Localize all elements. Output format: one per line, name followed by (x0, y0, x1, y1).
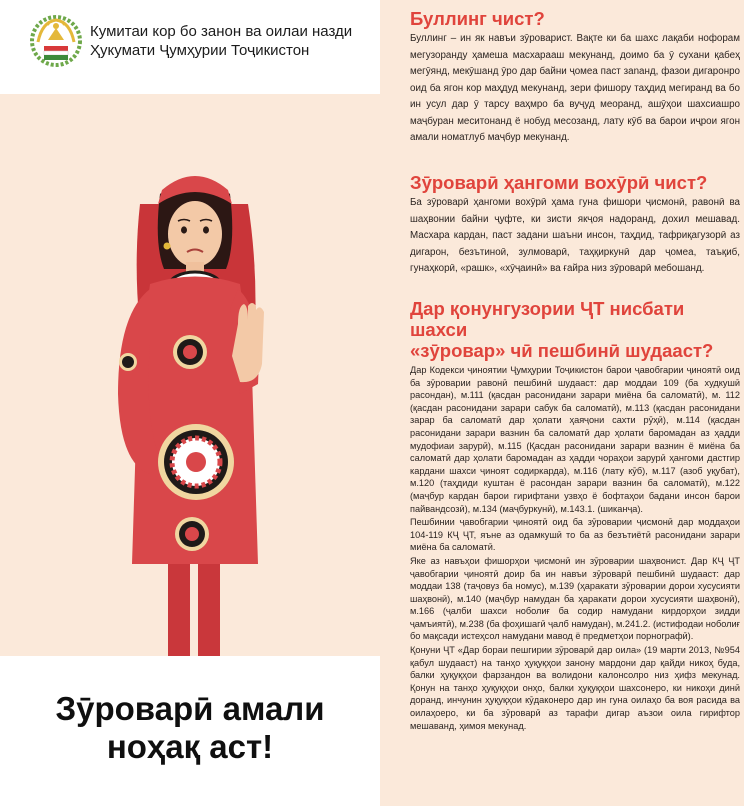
legislation-paragraph-1: Дар Кодекси ҷиноятии Ҷумҳурии Тоҷикистон барои ҷавобгарии ҷиноятӣ оид ба зӯроварии равонӣ пешбинӣ шудааст: дар моддаи 109 (ба худкушӣ расондан), м.111 (қасдан расонидани зарари миёна ба саломатӣ), м. 112 (қасдан расонидани зарари сабук ба саломатӣ), м.113 (қасдан расонидани зарар ба саломатӣ дар ҳолати ҳаяҷони сахти рӯҳӣ), м.114 (қасдан расонидани зарари вазнин ба саломатӣ дар ҳолати баромадан аз ҳадди мудофиаи зарурӣ), м.115 (Қасдан расонидани зарари вазнин ё миёна ба саломатӣ дар ҳолати баромадан аз ҳадди чораҳои зарурӣ ҳангоми дастгир кардани шахси ҷиноят содиркарда), м.116 (лату кӯб), м.117 (азоб уқубат), м.120 (таҳдиди куштан ё расондан зарари вазнин ба саломатӣ), м.122 (маҷбур кардан барои гирифтани узвҳо ё бофтаҳои бадани инсон барои пайвандсозӣ), м.134 (маҷбуркунӣ), м.143.1. (шиканҷа). (410, 365, 740, 514)
legislation-paragraph-4: Қонуни ҶТ «Дар бораи пешгирии зӯроварӣ дар оила» (19 марти 2013, №954 қабул шудааст) на танҳо ҳуқуқҳои занону мардони дар қайди никоҳ буда, балки ҳуқуқҳои фарзандон ва волидони калонсолро низ ҳифз мекунад. Қонун на танҳо ҳуқуқҳои онҳо, балки ҳуқуқҳои шахсонеро, ки никоҳи динӣ доранд, инчунин ҳуқуқҳои кӯдаконеро дар ин гуна оилаҳо ба воя расида ва оилаҳоеро, ки ба зӯроварӣ аз тарафи дигар аъзои оила гирифтор мешаванд, ҳимоя мекунад. (410, 645, 740, 731)
section-title-bullying: Буллинг чист? (410, 8, 545, 29)
organization-name (90, 22, 372, 60)
right-column (390, 0, 740, 806)
org-line-2: Ҳукумати Ҷумҳурии Тоҷикистон (90, 42, 310, 59)
section-bullying (410, 8, 740, 147)
section-text-dating-violence: Ба зӯроварӣ ҳангоми вохӯрӣ ҳама гуна фишори ҷисмонӣ, равонӣ ва шаҳвонии байни ҷуфте, ки зисти якҷоя надоранд, дохил мешавад. Масхара кардан, паст задани шаъни инсон, таҳдид, тафриқагузорӣ аз дигарон, безътиноӣ, зулмоварӣ, таҳқиркунӣ дар ҷомеа, таъқиб, гунаҳкорӣ, «рашк», «хӯҷаинӣ» ва ғайра низ зӯроварӣ мебошанд. (410, 197, 740, 274)
section-legislation (410, 298, 740, 733)
slogan-line-2: ноҳақ аст! (106, 728, 274, 765)
slogan (0, 690, 380, 766)
header (0, 0, 380, 94)
section-title-legislation-1: Дар қонунгузории ҶТ нисбати шахси (410, 298, 685, 340)
section-dating-violence (410, 172, 740, 278)
section-title-dating-violence: Зӯроварӣ ҳангоми вохӯрӣ чист? (410, 172, 708, 193)
legislation-paragraph-2: Пешбинии ҷавобгарии ҷиноятӣ оид ба зӯроварии ҷисмонӣ дар моддаҳои 104-119 КҶ ҶТ, яъне аз одамкушӣ то ба аз безътиётӣ расонидани зарари миёна ба саломатӣ. (410, 517, 740, 553)
ornament-icon (158, 424, 234, 500)
org-line-1: Кумитаи кор бо занон ва оилаи назди (90, 23, 353, 40)
slogan-line-1: Зӯроварӣ амали (55, 690, 325, 727)
legislation-paragraph-3: Яке аз навъҳои фишорҳои ҷисмонӣ ин зӯроварии шаҳвонист. Дар КҶ ҶТ ҷавобгарии ҷиноятӣ доир ба ин навъи зӯроварӣ пешбинӣ шудааст: дар моддаи 138 (таҷовуз ба номус), м.139 (ҳаракати зӯроварии дорои хусусияти шаҳвонӣ), м.140 (маҷбур намудан ба ҳаракати дорои хусусияти шаҳвонӣ), м.166 (ҷалби шахси ноболиғ ба содир намудани кирдорҳои зидди ҷамъиятӣ), м.238 (ба фоҳишагӣ ҷалб намудан), м.241.2. (истифодаи ноболиғ бо мақсади истеҳсол намудани мавод ё предметҳои порнографӣ). (410, 555, 740, 642)
section-text-bullying: Буллинг – ин як навъи зӯроварист. Вақте ки ба шахс лақаби нофорам мегузоранду ҳамеша масхарааш мекунанд, доимо ба ӯ сухани қабеҳ мегӯянд, мекӯшанд ӯро дар байни ҷомеа паст заnанд, фазои дигаронро оид ба ягон кор маҳдуд мекунанд, зери фишору таҳдид мегиранд ва бо ин усул дар ӯ тарсу ваҳмро ба вуҷуд меоранд, ашӯҳои шахсиашро маҷбуран меситонанд ё нобуд месозанд, лату кӯб ва барои иҷрои ягон амали номатлуб маҷбур мекунанд. (410, 33, 740, 143)
woman-stop-gesture-icon (0, 94, 380, 656)
hero-illustration (0, 94, 380, 656)
state-emblem-icon (28, 12, 84, 68)
section-title-legislation-2: «зӯровар» чӣ пешбинӣ шудааст? (410, 340, 714, 361)
